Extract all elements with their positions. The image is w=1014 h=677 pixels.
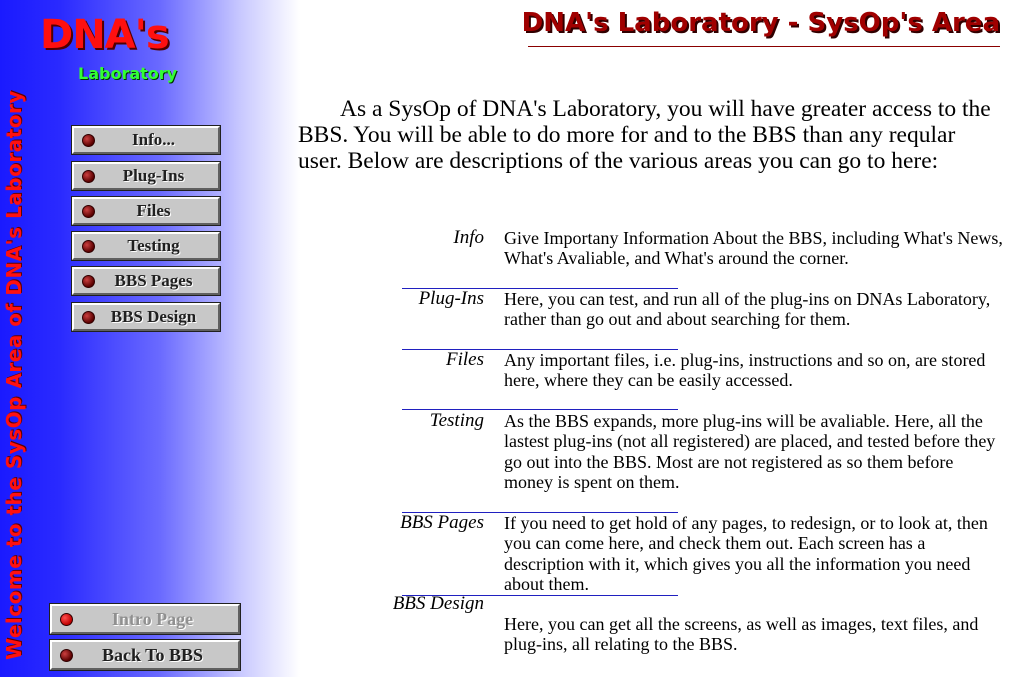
nav-button-bbs-design[interactable] bbox=[72, 303, 220, 331]
bullet-icon bbox=[82, 240, 95, 253]
entry-term: Plug-Ins bbox=[418, 288, 484, 309]
title-divider bbox=[528, 46, 1000, 47]
logo-title: DNA's bbox=[40, 12, 169, 58]
entry-description: Here, you can get all the screens, as well as images, text files, and plug-ins, all relating to the BBS. bbox=[504, 614, 979, 655]
welcome-banner: Welcome to the SysOp Area of DNA's Laboratory bbox=[2, 90, 26, 660]
back-to-bbs-button[interactable] bbox=[50, 640, 240, 670]
entry-term: BBS Pages bbox=[400, 512, 484, 533]
entry-term: Testing bbox=[429, 410, 484, 431]
logo-subtitle: Laboratory bbox=[78, 64, 178, 83]
nav-button-label: Plug-Ins bbox=[122, 166, 185, 185]
bullet-icon bbox=[82, 170, 95, 183]
entry-description: Any important files, i.e. plug-ins, instructions and so on, are stored here, where they can be easily accessed. bbox=[504, 350, 986, 391]
entry-term: Files bbox=[446, 349, 484, 370]
entry-term: BBS Design bbox=[392, 593, 484, 614]
sidebar bbox=[0, 0, 300, 677]
entry-description: As the BBS expands, more plug-ins will be avaliable. Here, all the lastest plug-ins (not all registered) are placed, and tested before they go out into the BBS. Most are not registered as so them before money is spent on them. bbox=[504, 411, 996, 493]
nav-button-files[interactable] bbox=[72, 197, 220, 225]
entry-term: Info bbox=[453, 227, 484, 248]
nav-button-label: Intro Page bbox=[111, 608, 194, 629]
intro-paragraph: As a SysOp of DNA's Laboratory, you will have greater access to the BBS. You will be able to do more for and to the BBS than any reqular user. Below are descriptions of the various areas you can go to here: bbox=[298, 96, 991, 174]
bullet-icon bbox=[60, 613, 73, 626]
nav-button-bbs-pages[interactable] bbox=[72, 267, 220, 295]
nav-button-label: Files bbox=[136, 201, 171, 220]
nav-button-label: BBS Pages bbox=[114, 271, 193, 290]
nav-button-label: Back To BBS bbox=[101, 644, 204, 665]
bullet-icon bbox=[82, 275, 95, 288]
page-title: DNA's Laboratory - SysOp's Area bbox=[521, 8, 1000, 38]
bullet-icon bbox=[82, 205, 95, 218]
nav-button-testing[interactable] bbox=[72, 232, 220, 260]
nav-button-label: Testing bbox=[127, 236, 180, 255]
nav-button-info[interactable] bbox=[72, 126, 220, 154]
nav-button-plug-ins[interactable] bbox=[72, 162, 220, 190]
bullet-icon bbox=[82, 311, 95, 324]
bullet-icon bbox=[82, 134, 95, 147]
intro-page-button[interactable] bbox=[50, 604, 240, 634]
nav-button-label: BBS Design bbox=[110, 307, 197, 326]
nav-button-label: Info... bbox=[132, 130, 175, 149]
entry-description: Here, you can test, and run all of the plug-ins on DNAs Laboratory, rather than go out and about searching for them. bbox=[504, 289, 991, 330]
entry-description: Give Importany Information About the BBS, including What's News, What's Avaliable, and What's around the corner. bbox=[504, 228, 1003, 269]
bullet-icon bbox=[60, 649, 73, 662]
entry-description: If you need to get hold of any pages, to redesign, or to look at, then you can come here, and check them out. Each screen has a description with it, which gives you all the information you need about them. bbox=[504, 513, 988, 595]
